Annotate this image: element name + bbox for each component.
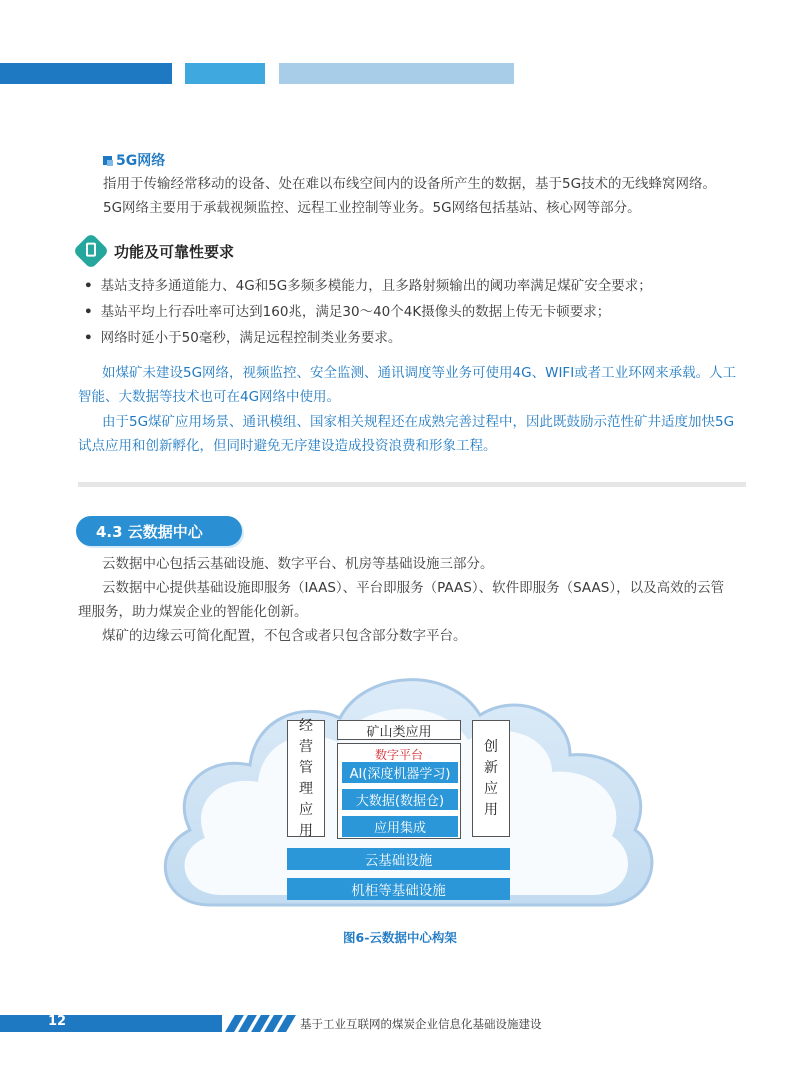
note-line: 由于5G煤矿应用场景、通讯模组、国家相关规程还在成熟完善过程中，因此既鼓励示范性矿井适度加快5G bbox=[102, 414, 735, 430]
left-side-box bbox=[287, 717, 325, 839]
platform-block-integration: 应用集成 bbox=[342, 816, 458, 837]
section-divider bbox=[78, 482, 746, 487]
section-43-body bbox=[78, 552, 758, 648]
vertical-char: 理 bbox=[299, 780, 313, 797]
body-line: 煤矿的边缘云可简化配置，不包含或者只包含部分数字平台。 bbox=[102, 628, 467, 644]
vertical-char: 应 bbox=[299, 801, 313, 818]
body-line: 云数据中心包括云基础设施、数字平台、机房等基础设施三部分。 bbox=[102, 556, 494, 572]
page-number: 12 bbox=[48, 1014, 67, 1029]
rack-infra-bar: 机柜等基础设施 bbox=[287, 878, 510, 900]
list-item: • 基站支持多通道能力、4G和5G多频多模能力，且多路射频输出的阈功率满足煤矿安全要求； bbox=[84, 278, 652, 294]
platform-block-ai: AI(深度机器学习) bbox=[342, 762, 458, 783]
note-line: 试点应用和创新孵化，但同时避免无序建设造成投资浪费和形象工程。 bbox=[78, 438, 497, 454]
section-43-title: 4.3 云数据中心 bbox=[76, 516, 242, 546]
right-side-label bbox=[484, 737, 498, 821]
header-bar-dark bbox=[0, 63, 172, 84]
body-line: 云数据中心提供基础设施即服务（IAAS）、平台即服务（PAAS）、软件即服务（SAAS），以及高效的云管 bbox=[102, 580, 725, 596]
section-5g-line: 指用于传输经常移动的设备、处在难以布线空间内的设备所产生的数据，基于5G技术的无线蜂窝网络。 bbox=[103, 176, 717, 192]
figure-caption: 图6-云数据中心构架 bbox=[343, 930, 457, 945]
vertical-char: 用 bbox=[484, 801, 498, 818]
right-side-box bbox=[472, 720, 510, 837]
vertical-char: 管 bbox=[299, 759, 313, 776]
section-5g-heading bbox=[103, 150, 165, 170]
square-bullet-icon bbox=[103, 156, 112, 165]
note-paragraph-2 bbox=[78, 410, 758, 458]
section-5g-paragraph bbox=[103, 172, 716, 220]
footer-title: 基于工业互联网的煤炭企业信息化基础设施建设 bbox=[300, 1017, 542, 1031]
device-badge-icon bbox=[73, 233, 110, 270]
section-5g-title: 5G网络 bbox=[116, 153, 166, 169]
left-side-label bbox=[299, 716, 313, 842]
digital-platform-label: 数字平台 bbox=[374, 748, 423, 762]
requirements-heading bbox=[78, 238, 234, 264]
vertical-char: 用 bbox=[299, 822, 313, 839]
vertical-char: 新 bbox=[484, 759, 498, 776]
note-line: 如煤矿未建设5G网络，视频监控、安全监测、通讯调度等业务可使用4G、WIFI或者工业环网来承载。人工 bbox=[102, 365, 737, 381]
cloud-infra-bar: 云基础设施 bbox=[287, 848, 510, 870]
footer-bar bbox=[0, 1015, 222, 1032]
platform-block-bigdata: 大数据(数据仓) bbox=[342, 789, 458, 810]
note-line: 智能、大数据等技术也可在4G网络中使用。 bbox=[78, 389, 341, 405]
list-item: • 网络时延小于50毫秒，满足远程控制类业务要求。 bbox=[84, 330, 402, 346]
list-item: • 基站平均上行吞吐率可达到160兆，满足30～40个4K摄像头的数据上传无卡顿要求； bbox=[84, 304, 611, 320]
requirements-title: 功能及可靠性要求 bbox=[114, 242, 235, 261]
vertical-char: 应 bbox=[484, 780, 498, 797]
vertical-char: 营 bbox=[299, 738, 313, 755]
cloud-architecture-diagram bbox=[170, 665, 640, 925]
section-5g-line: 5G网络主要用于承载视频监控、远程工业控制等业务。5G网络包括基站、核心网等部分。 bbox=[103, 200, 641, 216]
vertical-char: 经 bbox=[299, 717, 313, 734]
note-paragraph-1 bbox=[78, 361, 758, 409]
header-bar-medium bbox=[185, 63, 265, 84]
header-bar-light bbox=[279, 63, 514, 84]
body-line: 理服务，助力煤炭企业的智能化创新。 bbox=[78, 604, 308, 620]
mining-apps-box: 矿山类应用 bbox=[337, 720, 461, 740]
vertical-char: 创 bbox=[484, 738, 498, 755]
requirements-list bbox=[84, 273, 652, 351]
